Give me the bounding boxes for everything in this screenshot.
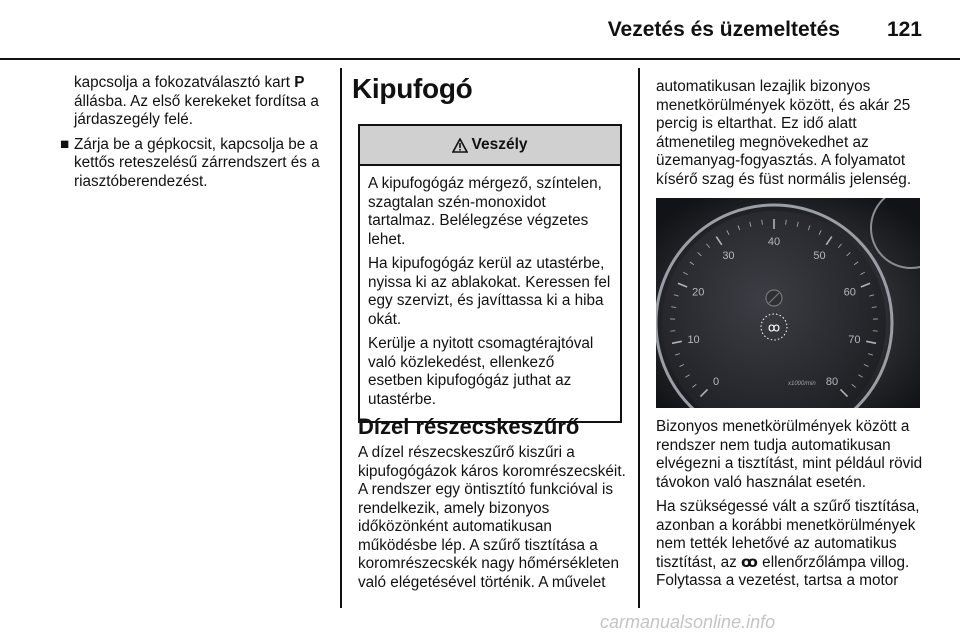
left-column <box>60 74 325 197</box>
warning-paragraph: Ha kipufogógáz kerül az utastérbe, nyissa ki az ablakokat. Keressen fel egy szervizt, és javíttassa ki a hiba okát. <box>368 255 611 328</box>
gear-position-p: P <box>294 74 305 91</box>
continued-text-after: állásba. Az első kerekeket fordítsa a járdaszegély felé. <box>74 92 319 128</box>
right-top-text: automatikusan lezajlik bizonyos menetkörülmények között, és akár 25 percig is eltarthat. Ez idő alatt átmenetileg megnövekedhet az üzemanyag-fogyasztás. A folyamatot kísérő szag és füst normális jelenség. <box>656 78 912 188</box>
continued-paragraph <box>60 74 325 130</box>
gauge-scale-label: 0 <box>712 375 720 388</box>
gauge-scale-label: 40 <box>767 236 781 248</box>
warning-header <box>360 126 620 166</box>
bullet-text: Zárja be a gépkocsit, kapcsolja be a kettős reteszelésű zárrendszert és a riasztóberendezést. <box>74 135 320 190</box>
warning-triangle-icon <box>452 138 468 153</box>
middle-column <box>352 72 628 106</box>
dpf-indicator-icon: ꝏ <box>741 553 758 571</box>
header-rule <box>0 58 960 60</box>
gauge-scale-label: 60 <box>843 286 856 299</box>
gauge-scale-label: 10 <box>687 333 700 346</box>
dpf-section <box>358 414 626 598</box>
page-number: 121 <box>886 18 922 41</box>
gauge-scale-label: 70 <box>848 333 861 346</box>
continued-text-before: kapcsolja a fokozatválasztó kart <box>74 74 295 91</box>
bullet-item <box>60 136 325 192</box>
warning-title: Veszély <box>471 136 528 153</box>
section-heading-kipufogo: Kipufogó <box>352 73 473 104</box>
section-heading-dpf: Dízel részecskeszűrő <box>358 414 580 439</box>
dpf-body-text: A dízel részecskeszűrő kiszűri a kipufogógázok káros koromrészecskéit. A rendszer egy öntisztító funkcióval is rendelkezik, amely bizonyos időközönként automatikusan működésbe lép. A szűrő tisztítása a koromrészecskék nagy hőmérsékleten való elégetésével történik. A művelet <box>358 444 626 591</box>
right-column-bottom <box>656 418 924 597</box>
right-column-top <box>656 78 922 195</box>
gauge-scale-label: 30 <box>722 249 735 262</box>
right-para-1: Bizonyos menetkörülmények között a rendszer nem tudja automatikusan elvégezni a tisztítást, mint például rövid távokon való használat esetén. <box>656 418 923 491</box>
warning-paragraph: A kipufogógáz mérgező, színtelen, szagtalan szén-monoxidot tartalmaz. Belélegzése végzetes lehet. <box>368 175 602 248</box>
bullet-mark: ■ <box>60 135 70 153</box>
gauge-unit-label: x1000/min <box>788 381 816 387</box>
warning-box <box>358 124 622 423</box>
warning-body <box>360 166 620 421</box>
warning-paragraph: Kerülje a nyitott csomagtérajtóval való közlekedést, ellenkező esetben kipufogógáz juthat az utastérbe. <box>368 335 594 408</box>
right-para-2-before: Ha szükségessé vált a szűrő tisztítása, azonban a korábbi menetkörülmények nem tették lehetővé az automatikus tisztítást, az <box>656 498 920 571</box>
gauge-scale-label: 20 <box>692 286 705 299</box>
watermark: carmanualsonline.info <box>600 612 776 632</box>
gauge-scale-label: 50 <box>813 249 826 262</box>
tachometer-illustration <box>656 198 920 408</box>
column-divider-left <box>340 68 342 608</box>
page-header-title: Vezetés és üzemeltetés <box>607 18 840 41</box>
svg-text:ꝏ: ꝏ <box>767 320 781 335</box>
gauge-scale-label: 80 <box>825 375 839 388</box>
right-para-2 <box>656 498 924 591</box>
column-divider-right <box>638 68 640 608</box>
right-para-2-after: ellenőrzőlámpa villog. Folytassa a vezetést, tartsa a motor <box>656 553 910 589</box>
